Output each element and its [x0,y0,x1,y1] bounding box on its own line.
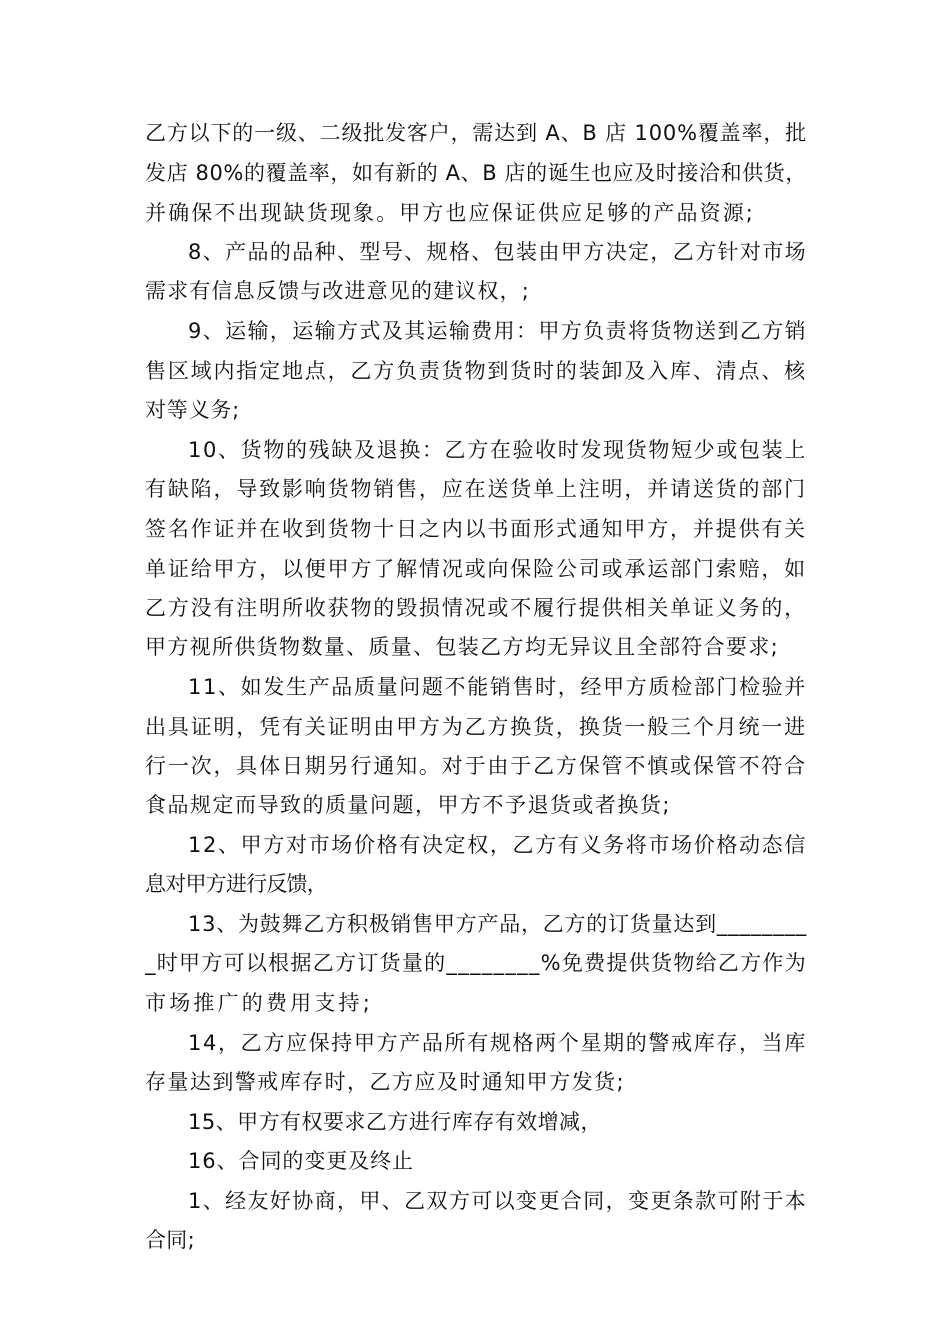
text-line: 息对甲方进行反馈， [145,872,327,896]
text-line: 1、经友好协商，甲、乙双方可以变更合同，变更条款可附于本 [188,1189,807,1213]
text-line: 10、货物的残缺及退换：乙方在验收时发现货物短少或包装上 [188,438,807,462]
text-line: 乙方以下的一级、二级批发客户，需达到 A、B 店 100%覆盖率，批 [145,121,807,145]
text-line: 12、甲方对市场价格有决定权，乙方有义务将市场价格动态信 [188,833,807,857]
text-line: 需求有信息反馈与改进意见的建议权，; [145,279,530,303]
text-line: 发店 80%的覆盖率，如有新的 A、B 店的诞生也应及时接洽和供货， [145,161,807,185]
text-line: 甲方视所供货物数量、质量、包装乙方均无异议且全部符合要求; [145,635,779,659]
text-line: 合同; [145,1228,195,1252]
text-line: 对等义务; [145,398,240,422]
text-line: 食品规定而导致的质量问题，甲方不予退货或者换货; [145,793,671,817]
text-line: 签名作证并在收到货物十日之内以书面形式通知甲方，并提供有关 [145,517,807,541]
text-line: 并确保不出现缺货现象。甲方也应保证供应足够的产品资源; [145,201,755,225]
text-line: 9、运输，运输方式及其运输费用：甲方负责将货物送到乙方销 [188,319,807,343]
text-line: 售区域内指定地点，乙方负责货物到货时的装卸及入库、清点、核 [145,359,807,383]
text-line: _时甲方可以根据乙方订货量的________%免费提供货物给乙方作为 [145,951,807,975]
text-line: 有缺陷，导致影响货物销售，应在送货单上注明，并请送货的部门 [145,477,807,501]
text-line: 16、合同的变更及终止 [188,1149,414,1173]
text-line: 13、为鼓舞乙方积极销售甲方产品，乙方的订货量达到________ [188,912,807,936]
text-line: 存量达到警戒库存时，乙方应及时通知甲方发货; [145,1070,625,1094]
text-line: 11、如发生产品质量问题不能销售时，经甲方质检部门检验并 [188,675,807,699]
text-line: 单证给甲方，以便甲方了解情况或向保险公司或承运部门索赔，如 [145,557,807,581]
text-line: 出具证明，凭有关证明由甲方为乙方换货，换货一般三个月统一进 [145,715,807,739]
text-line: 乙方没有注明所收获物的毁损情况或不履行提供相关单证义务的， [145,596,807,620]
text-line: 15、甲方有权要求乙方进行库存有效增减， [188,1110,602,1134]
text-line: 8、产品的品种、型号、规格、包装由甲方决定，乙方针对市场 [188,240,807,264]
text-line: 市场推广的费用支持; [145,991,373,1015]
text-line: 14，乙方应保持甲方产品所有规格两个星期的警戒库存，当库 [188,1031,807,1055]
text-line: 行一次，具体日期另行通知。对于由于乙方保管不慎或保管不符合 [145,754,807,778]
